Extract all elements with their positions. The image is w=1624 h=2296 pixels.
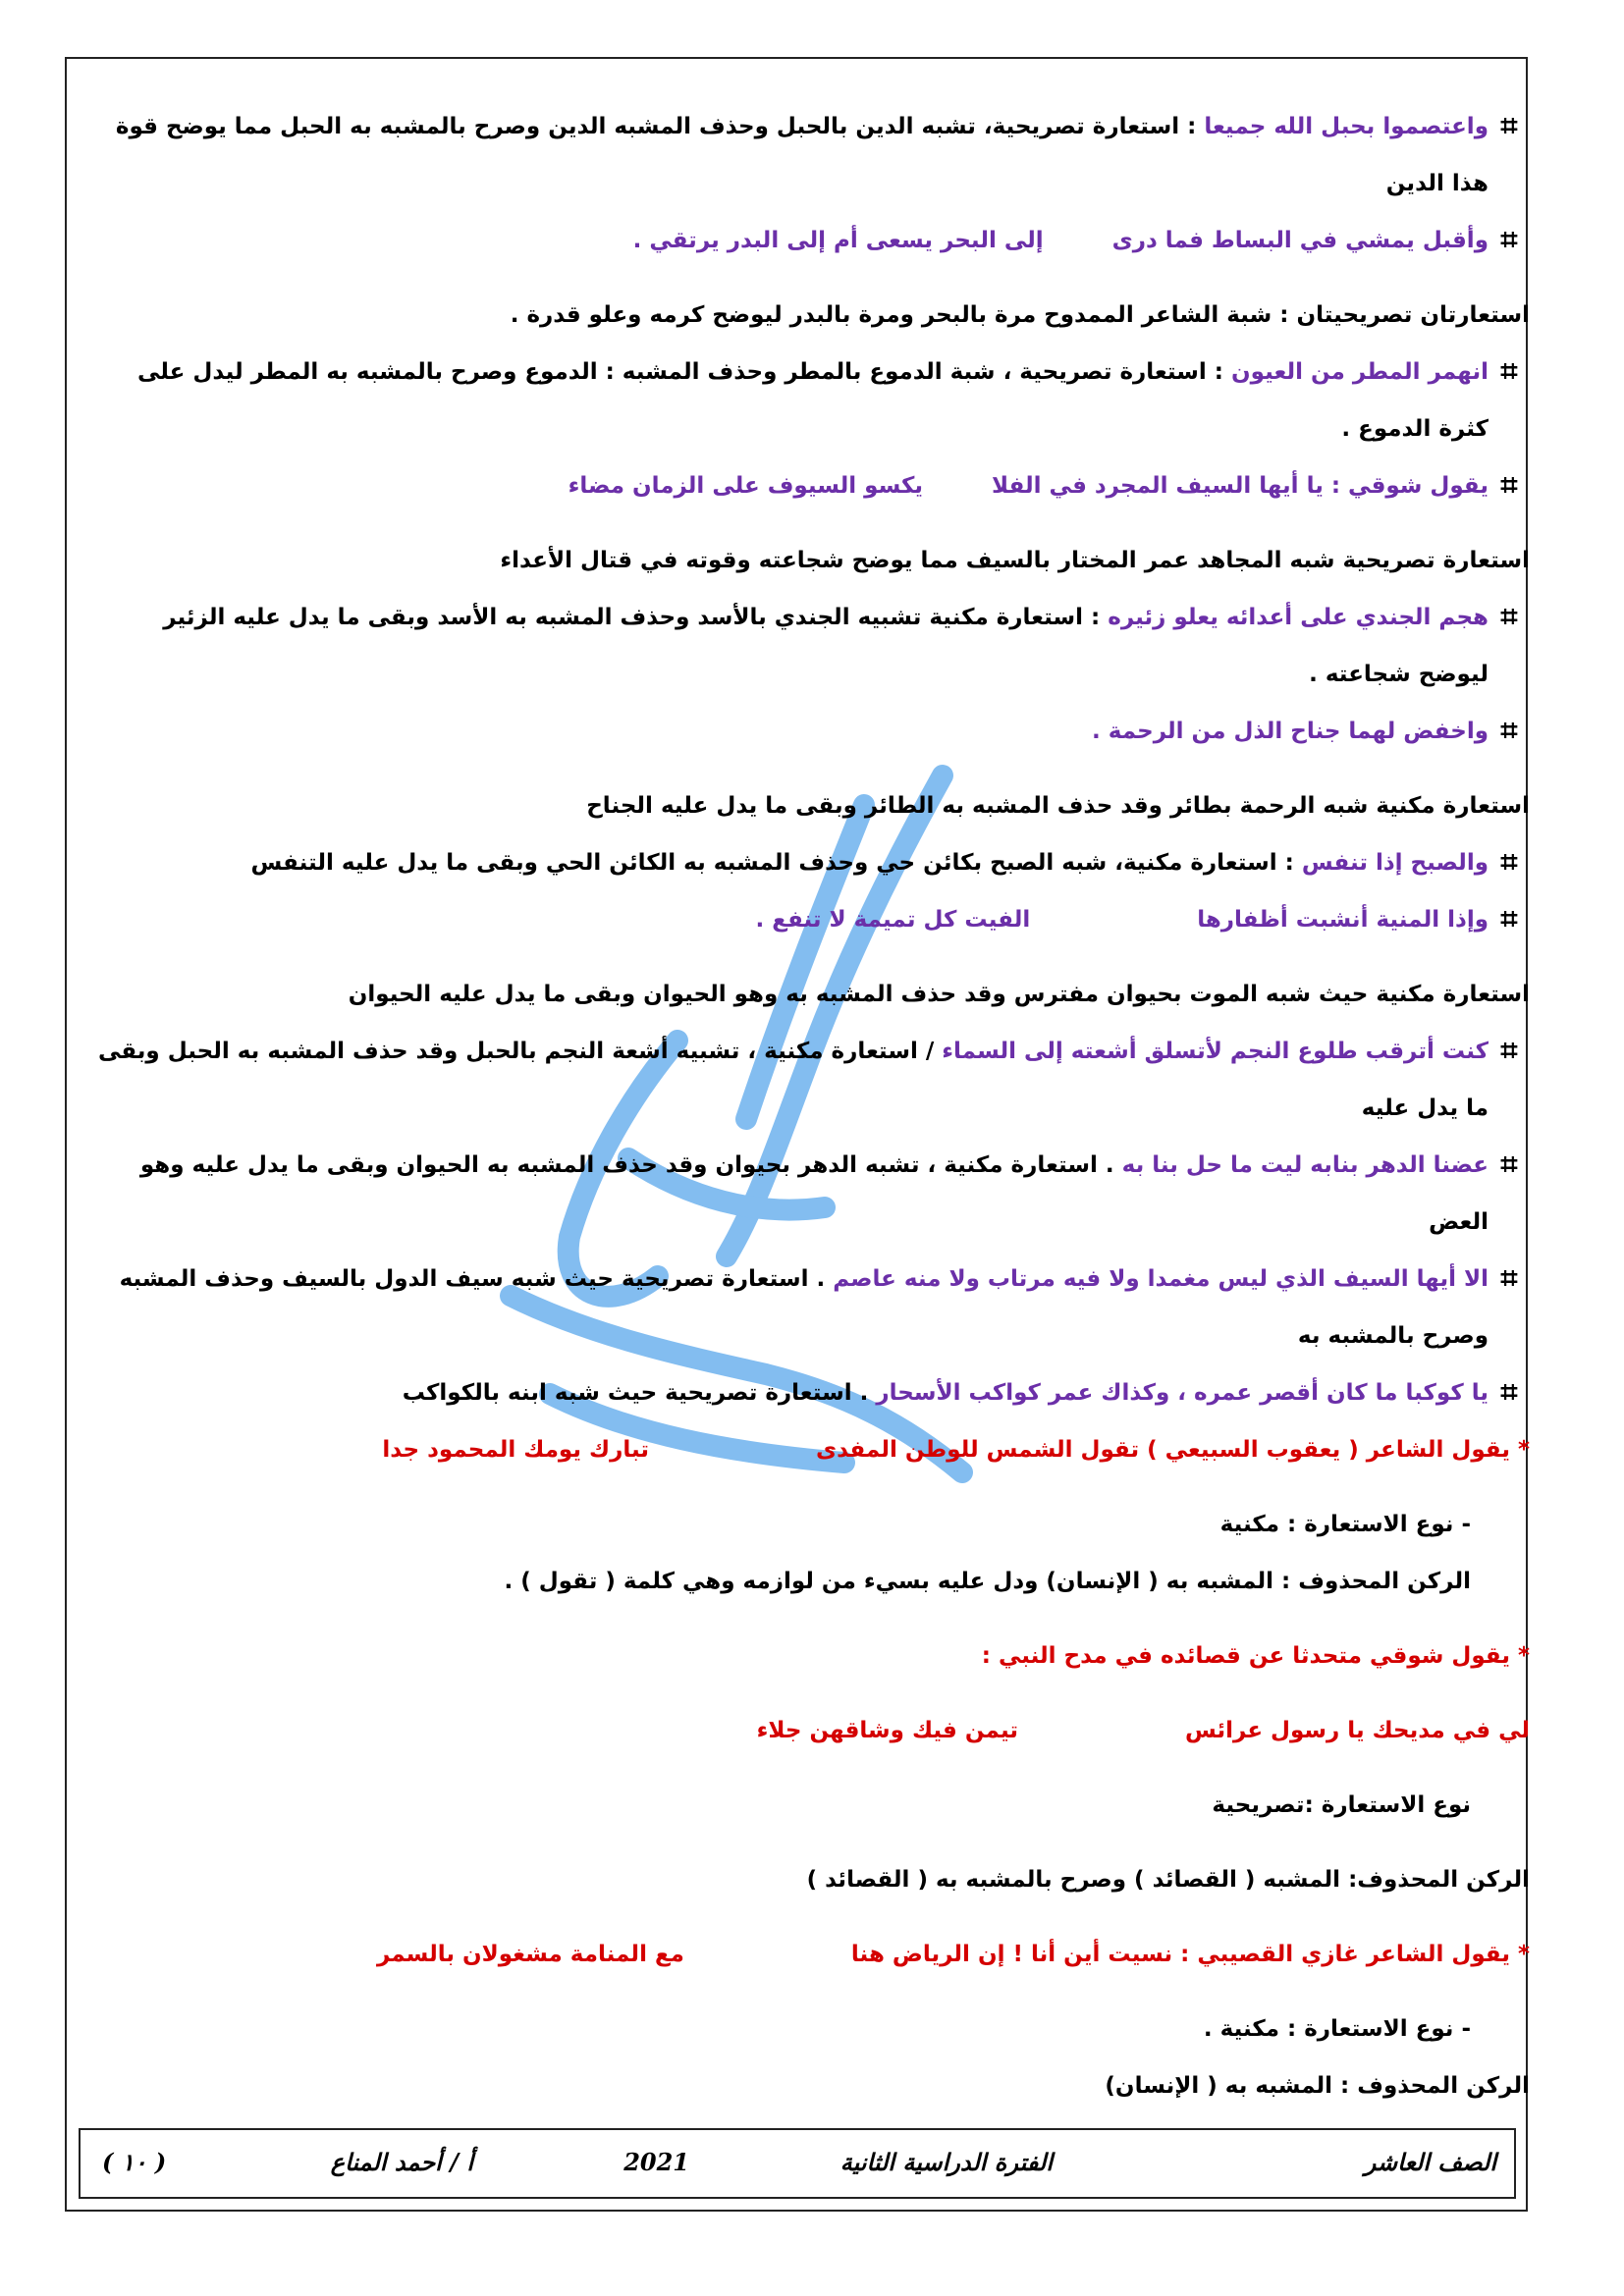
footer-year: 2021 — [623, 2148, 689, 2176]
verse-hemistich-2: يكسو السيوف على الزمان مضاء — [568, 473, 923, 499]
example-quote: والصبح إذا تنفس — [1301, 850, 1489, 876]
verse-hemistich-1: يقول شوقي : يا أيها السيف المجرد في الفلا — [992, 473, 1489, 499]
question-3-rukn: الركن المحذوف : المشبه به ( الإنسان) — [1105, 2073, 1530, 2099]
question-3-hemistich-2: مع المنامة مشغولان بالسمر — [376, 1942, 684, 1967]
question-2-hemistich-1: لي في مديحك يا رسول عرائس — [1185, 1718, 1530, 1743]
explanation-line: استعارة مكنية حيث شبه الموت بحيوان مفترس وقد حذف المشبه به وهو الحيوان وبقى ما يدل عليه الحيوان — [348, 982, 1530, 1007]
question-1-hemistich-2: تبارك يومك المحمود جدا — [382, 1437, 649, 1463]
example-item — [94, 457, 1530, 514]
question-3-title: * يقول الشاعر غازي القصيبي : نسيت أين أنا ! إن الرياض هنا — [850, 1942, 1530, 1967]
example-item — [94, 589, 1530, 703]
explanation-line: استعارتان تصريحيتان : شبة الشاعر الممدوح مرة بالبحر ومرة بالبدر ليوضح كرمه وعلو قدرة . — [510, 302, 1530, 328]
example-quote: عضنا الدهر بنابه ليت ما حل بنا به — [1121, 1152, 1489, 1178]
example-explanation: . استعارة مكنية ، تشبه الدهر بحيوان وقد حذف المشبه به الحيوان وبقى ما يدل عليه وهو العض — [139, 1152, 1489, 1235]
explanation-line: استعارة مكنية شبه الرحمة بطائر وقد حذف المشبه به الطائر وبقى ما يدل عليه الجناح — [586, 793, 1530, 819]
example-explanation: : استعارة مكنية، شبه الصبح بكائن حي وحذف المشبه به الكائن الحي وبقى ما يدل عليه التنفس — [250, 850, 1302, 876]
page-footer — [79, 2128, 1516, 2199]
example-quote: انهمر المطر من العيون — [1231, 359, 1489, 385]
example-explanation: : استعارة مكنية تشبيه الجندي بالأسد وحذف المشبه به الأسد وبقى ما يدل عليه الزئير ليوضح شجاعته . — [163, 605, 1489, 687]
hash-bullet-icon: ⌗ — [1500, 714, 1518, 748]
hash-bullet-icon: ⌗ — [1500, 845, 1518, 880]
example-item — [94, 1023, 1530, 1137]
explanation-line: استعارة تصريحية شبه المجاهد عمر المختار بالسيف مما يوضح شجاعته وقوته في قتال الأعداء — [500, 548, 1530, 573]
hash-bullet-icon: ⌗ — [1500, 468, 1518, 503]
hash-bullet-icon: ⌗ — [1500, 600, 1518, 634]
footer-teacher: أ / أحمد المناع — [330, 2148, 473, 2176]
hash-bullet-icon: ⌗ — [1500, 1261, 1518, 1296]
example-item — [94, 834, 1530, 891]
footer-term: الفترة الدراسية الثانية — [839, 2148, 1053, 2176]
example-quote: يا كوكبا ما كان أقصر عمره ، وكذاك عمر كواكب الأسحار — [876, 1380, 1489, 1406]
example-item — [94, 98, 1530, 212]
verse-hemistich-1: وإذا المنية أنشبت أظفارها — [1197, 907, 1489, 933]
question-1 — [94, 1421, 1530, 1478]
question-2-hemistich-2: تيمن فيك وشاقهن جلاء — [756, 1718, 1018, 1743]
hash-bullet-icon: ⌗ — [1500, 354, 1518, 389]
question-1-title: * يقول الشاعر ( يعقوب السبيعي ) تقول الشمس للوطن المفدى — [815, 1437, 1530, 1463]
example-quote: واعتصموا بحبل الله جميعا — [1204, 114, 1489, 139]
question-2-rukn: الركن المحذوف: المشبه ( القصائد ) وصرح بالمشبه به ( القصائد ) — [806, 1867, 1530, 1893]
question-1-type: - نوع الاستعارة : مكنية — [1219, 1512, 1471, 1537]
example-explanation: . استعارة تصريحية حيث شبه ابنه بالكواكب — [402, 1380, 877, 1406]
hash-bullet-icon: ⌗ — [1500, 109, 1518, 143]
hash-bullet-icon: ⌗ — [1500, 1148, 1518, 1182]
example-explanation: : استعارة تصريحية ، شبة الدموع بالمطر وحذف المشبه : الدموع وصرح بالمشبه به المطر ليدل على كثرة الدموع . — [137, 359, 1489, 442]
example-item — [94, 344, 1530, 457]
example-quote: الا أيها السيف الذي ليس مغمدا ولا فيه مرتاب ولا منه عاصم — [833, 1266, 1489, 1292]
example-item — [94, 703, 1530, 760]
verse-hemistich-1: وأقبل يمشي في البساط فما درى — [1111, 228, 1489, 253]
verse-hemistich-2: الفيت كل تميمة لا تنفع . — [755, 907, 1031, 933]
example-item — [94, 891, 1530, 948]
verse-hemistich-2: إلى البحر يسعى أم إلى البدر يرتقي . — [632, 228, 1044, 253]
example-explanation: / استعارة مكنية ، تشبيه أشعة النجم بالحبل وقد حذف المشبه به الحبل وبقى ما يدل عليه — [97, 1039, 1489, 1121]
example-quote: واخفض لهما جناح الذل من الرحمة . — [1092, 719, 1489, 744]
footer-grade: الصف العاشر — [1364, 2148, 1496, 2176]
example-item — [94, 1251, 1530, 1364]
example-item — [94, 1364, 1530, 1421]
question-2-verse — [94, 1702, 1530, 1759]
hash-bullet-icon: ⌗ — [1500, 1375, 1518, 1410]
example-quote: هجم الجندي على أعدائه يعلو زئيره — [1108, 605, 1489, 630]
example-explanation: . استعارة تصريحية حيث شبه سيف الدول بالسيف وحذف المشبه وصرح بالمشبه به — [119, 1266, 1489, 1349]
example-quote: كنت أترقب طلوع النجم لأتسلق أشعته إلى السماء — [942, 1039, 1489, 1064]
question-2-type: نوع الاستعارة :تصريحية — [1212, 1792, 1471, 1818]
question-1-rukn: الركن المحذوف : المشبه به ( الإنسان) ودل عليه بسيء من لوازمه وهي كلمة ( تقول ) . — [504, 1569, 1471, 1594]
hash-bullet-icon: ⌗ — [1500, 902, 1518, 936]
question-3 — [94, 1926, 1530, 1983]
document-body — [94, 98, 1530, 2114]
example-explanation: : استعارة تصريحية، تشبه الدين بالحبل وحذف المشبه الدين وصرح بالمشبه به الحبل مما يوضح قوة هذا الدين — [115, 114, 1489, 196]
footer-page-number: ( ١٠ ) — [102, 2148, 167, 2176]
example-item — [94, 212, 1530, 269]
hash-bullet-icon: ⌗ — [1500, 1034, 1518, 1068]
example-item — [94, 1137, 1530, 1251]
question-3-type: - نوع الاستعارة : مكنية . — [1203, 2016, 1471, 2042]
question-2-title: * يقول شوقي متحدثا عن قصائده في مدح النبي : — [981, 1643, 1530, 1669]
hash-bullet-icon: ⌗ — [1500, 223, 1518, 257]
